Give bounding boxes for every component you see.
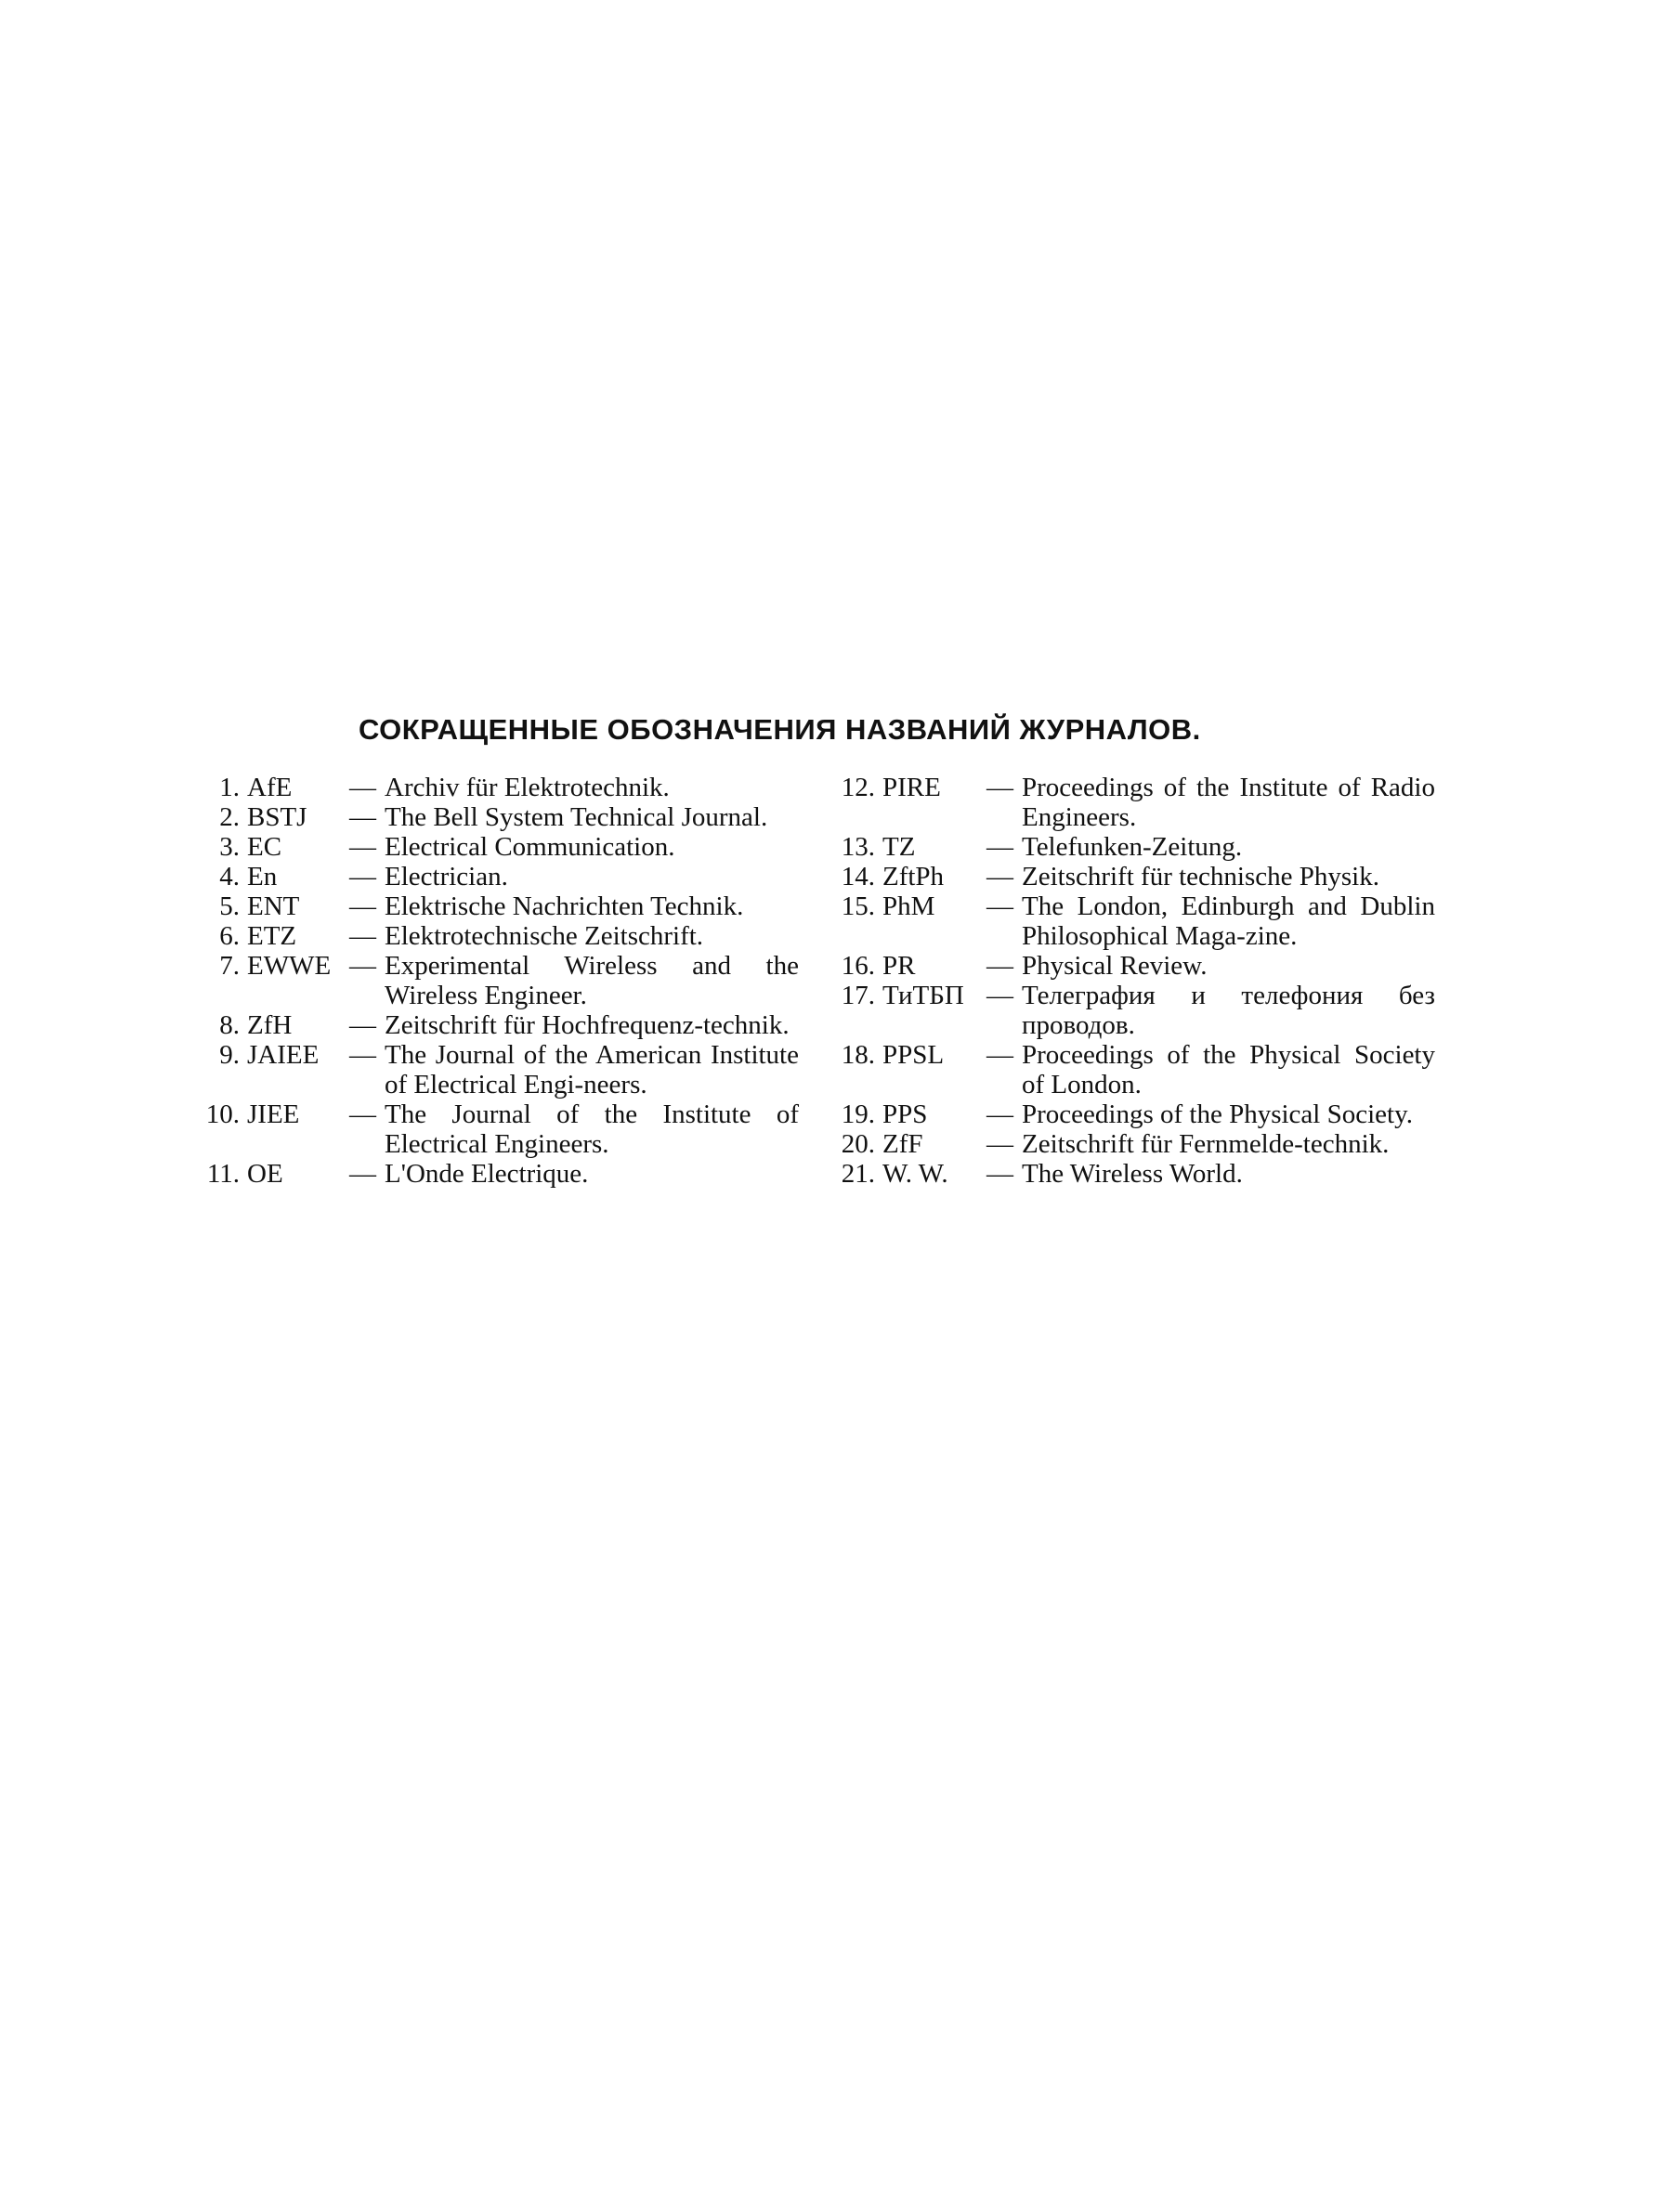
list-item	[817, 1099, 1435, 1129]
entry-dash: —	[349, 832, 376, 862]
list-item	[186, 773, 799, 802]
entry-dash: —	[349, 862, 376, 891]
entry-abbreviation: EC	[247, 832, 282, 862]
entry-dash: —	[349, 773, 376, 802]
entry-journal-title: L'Onde Electrique.	[385, 1159, 589, 1189]
list-item	[186, 951, 799, 1010]
entry-abbreviation: ZfH	[247, 1010, 293, 1040]
entry-dash: —	[349, 921, 376, 951]
entry-dash: —	[986, 981, 1013, 1010]
entry-abbreviation: PPSL	[882, 1040, 945, 1070]
entry-number: 17.	[841, 981, 875, 1010]
abbreviation-list-right	[817, 773, 1435, 1189]
entry-journal-title: Zeitschrift für technische Physik.	[1022, 862, 1379, 891]
entry-abbreviation: TZ	[882, 832, 916, 862]
list-item	[817, 981, 1435, 1040]
list-item	[817, 773, 1435, 832]
entry-number: 19.	[841, 1099, 875, 1129]
entry-journal-title: Proceedings of the Physical Society of London.	[1022, 1040, 1435, 1099]
entry-journal-title: Elektrotechnische Zeitschrift.	[385, 921, 704, 951]
entry-dash: —	[349, 951, 376, 981]
entry-journal-title: The Journal of the American Institute of Electrical Engi-neers.	[385, 1040, 799, 1099]
list-item	[186, 1159, 799, 1189]
list-item	[186, 802, 799, 832]
entry-dash: —	[986, 1040, 1013, 1070]
entry-journal-title: Electrician.	[385, 862, 508, 891]
entry-dash: —	[986, 862, 1013, 891]
entry-abbreviation: BSTJ	[247, 802, 307, 832]
list-item	[186, 1099, 799, 1159]
entry-journal-title: Experimental Wireless and the Wireless Engineer.	[385, 951, 799, 1010]
entry-dash: —	[986, 832, 1013, 862]
entry-journal-title: Elektrische Nachrichten Technik.	[385, 891, 744, 921]
list-item	[817, 832, 1435, 862]
entry-number: 11.	[206, 1159, 240, 1189]
entry-dash: —	[986, 1159, 1013, 1189]
abbreviation-list-left	[186, 773, 799, 1189]
entry-number: 21.	[841, 1159, 875, 1189]
entry-journal-title: Proceedings of the Physical Society.	[1022, 1099, 1413, 1129]
entry-abbreviation: EWWE	[247, 951, 332, 981]
list-item	[186, 832, 799, 862]
list-item	[186, 921, 799, 951]
entry-journal-title: Electrical Communication.	[385, 832, 675, 862]
entry-journal-title: The London, Edinburgh and Dublin Philosophical Maga-zine.	[1022, 891, 1435, 951]
list-item	[817, 1129, 1435, 1159]
entry-journal-title: The Bell System Technical Journal.	[385, 802, 768, 832]
entry-journal-title: Телеграфия и телефония без проводов.	[1022, 981, 1435, 1040]
entry-abbreviation: En	[247, 862, 278, 891]
list-item	[186, 891, 799, 921]
list-item	[817, 951, 1435, 981]
entry-dash: —	[986, 891, 1013, 921]
entry-dash: —	[349, 1040, 376, 1070]
entry-dash: —	[986, 951, 1013, 981]
list-item	[817, 862, 1435, 891]
entry-journal-title: The Wireless World.	[1022, 1159, 1243, 1189]
entry-journal-title: Physical Review.	[1022, 951, 1208, 981]
entry-dash: —	[986, 1099, 1013, 1129]
entry-abbreviation: JIEE	[247, 1099, 300, 1129]
entry-number: 10.	[205, 1099, 240, 1129]
entry-abbreviation: ZftPh	[882, 862, 945, 891]
entry-number: 7.	[219, 951, 240, 981]
entry-number: 14.	[841, 862, 875, 891]
entry-abbreviation: ETZ	[247, 921, 297, 951]
entry-number: 8.	[219, 1010, 240, 1040]
list-item	[817, 1159, 1435, 1189]
entry-number: 20.	[841, 1129, 875, 1159]
entry-number: 6.	[219, 921, 240, 951]
entry-number: 1.	[219, 773, 240, 802]
entry-journal-title: Archiv für Elektrotechnik.	[385, 773, 670, 802]
entry-journal-title: The Journal of the Institute of Electrical Engineers.	[385, 1099, 799, 1159]
entry-abbreviation: OE	[247, 1159, 283, 1189]
entry-dash: —	[986, 773, 1013, 802]
list-item	[817, 1040, 1435, 1099]
entry-number: 2.	[219, 802, 240, 832]
entry-number: 12.	[841, 773, 875, 802]
entry-number: 13.	[841, 832, 875, 862]
list-item	[817, 891, 1435, 951]
entry-journal-title: Zeitschrift für Fernmelde-technik.	[1022, 1129, 1390, 1159]
entry-abbreviation: PhM	[882, 891, 935, 921]
list-item	[186, 1040, 799, 1099]
entry-number: 15.	[841, 891, 875, 921]
entry-number: 4.	[219, 862, 240, 891]
entry-number: 5.	[219, 891, 240, 921]
entry-abbreviation: ТиТБП	[882, 981, 964, 1010]
entry-dash: —	[349, 1159, 376, 1189]
entry-dash: —	[349, 1099, 376, 1129]
entry-number: 3.	[219, 832, 240, 862]
entry-dash: —	[349, 891, 376, 921]
entry-abbreviation: PPS	[882, 1099, 928, 1129]
entry-number: 9.	[219, 1040, 240, 1070]
entry-abbreviation: W. W.	[882, 1159, 948, 1189]
entry-dash: —	[349, 802, 376, 832]
entry-abbreviation: ZfF	[882, 1129, 923, 1159]
entry-number: 16.	[841, 951, 875, 981]
entry-journal-title: Telefunken-Zeitung.	[1022, 832, 1243, 862]
entry-abbreviation: ENT	[247, 891, 300, 921]
entry-abbreviation: PIRE	[882, 773, 941, 802]
list-item	[186, 862, 799, 891]
entry-dash: —	[349, 1010, 376, 1040]
entry-abbreviation: AfE	[247, 773, 293, 802]
entry-abbreviation: JAIEE	[247, 1040, 320, 1070]
list-item	[186, 1010, 799, 1040]
entry-number: 18.	[841, 1040, 875, 1070]
page-title: СОКРАЩЕННЫЕ ОБОЗНАЧЕНИЯ НАЗВАНИЙ ЖУРНАЛОВ.	[359, 713, 1201, 746]
entry-dash: —	[986, 1129, 1013, 1159]
entry-journal-title: Zeitschrift für Hochfrequenz-technik.	[385, 1010, 790, 1040]
entry-abbreviation: PR	[882, 951, 916, 981]
entry-journal-title: Proceedings of the Institute of Radio Engineers.	[1022, 773, 1435, 832]
